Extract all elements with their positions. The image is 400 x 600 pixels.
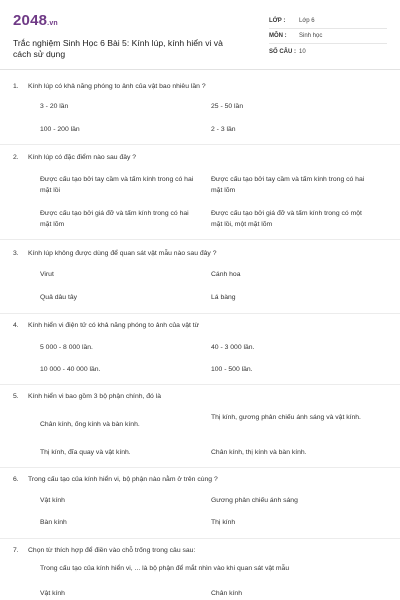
option[interactable]: Thị kính, gương phản chiếu ánh sáng và vật kính. bbox=[211, 414, 361, 421]
question-5 bbox=[13, 392, 387, 401]
question-stem bbox=[13, 321, 387, 330]
logo-text: 2048 bbox=[13, 12, 48, 29]
question-number: 5. bbox=[13, 393, 19, 400]
option[interactable]: Gương phản chiếu ánh sáng bbox=[211, 497, 298, 504]
meta-label: MÔN : bbox=[269, 33, 287, 39]
question-stem bbox=[13, 249, 387, 258]
question-divider bbox=[0, 313, 400, 314]
question-divider bbox=[0, 538, 400, 539]
question-2 bbox=[13, 153, 387, 162]
option[interactable]: Được cấu tạo bởi tay cầm và tấm kính trong có hai mặt lồi bbox=[40, 176, 194, 194]
question-number: 4. bbox=[13, 322, 19, 329]
worksheet-page bbox=[13, 10, 387, 62]
question-number: 2. bbox=[13, 154, 19, 161]
question-text: Trong cấu tạo của kính hiển vi, bộ phận nào nằm ở trên cùng ? bbox=[28, 476, 218, 483]
question-number: 7. bbox=[13, 547, 19, 554]
meta-value: 10 bbox=[299, 48, 306, 55]
question-text: Kính lúp có khả năng phóng to ảnh của vật bao nhiêu lần ? bbox=[28, 83, 206, 90]
question-1 bbox=[13, 82, 387, 91]
option[interactable]: Chân kính, thị kính và bàn kính. bbox=[211, 449, 307, 456]
question-stem bbox=[13, 153, 387, 162]
meta-label: SỐ CÂU : bbox=[269, 48, 296, 55]
meta-table bbox=[269, 14, 387, 62]
option[interactable]: 10 000 - 40 000 lần. bbox=[40, 366, 101, 373]
question-divider bbox=[0, 467, 400, 468]
meta-value: Lớp 6 bbox=[299, 18, 315, 24]
question-number: 1. bbox=[13, 83, 19, 90]
meta-row-count bbox=[269, 44, 387, 59]
option[interactable]: Bàn kính bbox=[40, 519, 67, 526]
option[interactable]: Cánh hoa bbox=[211, 271, 241, 278]
option[interactable]: Quả dâu tây bbox=[40, 294, 78, 301]
option[interactable]: 3 - 20 lần bbox=[40, 103, 69, 110]
question-divider bbox=[0, 384, 400, 385]
meta-row-grade bbox=[269, 14, 387, 29]
question-stem bbox=[13, 475, 387, 484]
question-divider bbox=[0, 144, 400, 145]
question-text: Kính lúp không được dùng để quan sát vật mẫu nào sau đây ? bbox=[28, 250, 217, 257]
option[interactable]: Vật kính bbox=[40, 497, 65, 504]
question-stem bbox=[13, 546, 387, 555]
meta-label: LỚP : bbox=[269, 18, 286, 24]
question-stem bbox=[13, 82, 387, 91]
option[interactable]: Lá bàng bbox=[211, 294, 236, 301]
header-left bbox=[13, 10, 233, 62]
page-title: Trắc nghiệm Sinh Học 6 Bài 5: Kính lúp, kính hiển vi và cách sử dụng bbox=[13, 38, 223, 59]
option[interactable]: 25 - 50 lần bbox=[211, 103, 244, 110]
logo-suffix: .vn bbox=[47, 20, 58, 27]
site-logo[interactable] bbox=[13, 13, 233, 32]
option[interactable]: Vật kính bbox=[40, 590, 65, 597]
option[interactable]: Thị kính, đĩa quay và vật kính. bbox=[40, 449, 131, 456]
option[interactable]: 40 - 3 000 lần. bbox=[211, 344, 255, 351]
question-number: 3. bbox=[13, 250, 19, 257]
question-6 bbox=[13, 475, 387, 484]
question-number: 6. bbox=[13, 476, 19, 483]
question-sentence: Trong cấu tạo của kính hiển vi, ... là bộ phận để mắt nhìn vào khi quan sát vật mẫu bbox=[40, 565, 290, 572]
question-3 bbox=[13, 249, 387, 258]
header-divider bbox=[0, 69, 400, 70]
page-header bbox=[13, 10, 387, 62]
option[interactable]: Chân kính, ống kính và bàn kính. bbox=[40, 421, 140, 428]
option[interactable]: Được cấu tạo bởi giá đỡ và tấm kính trong có hai mặt lõm bbox=[40, 210, 189, 228]
option[interactable]: Được cấu tạo bởi giá đỡ và tấm kính trong có một mặt lồi, một mặt lõm bbox=[211, 210, 362, 228]
question-text: Chọn từ thích hợp để điền vào chỗ trống trong câu sau: bbox=[28, 547, 196, 554]
option[interactable]: Chân kính bbox=[211, 590, 242, 597]
option[interactable]: 100 - 500 lần. bbox=[211, 366, 253, 373]
option[interactable]: 2 - 3 lần bbox=[211, 126, 236, 133]
question-text: Kính hiển vi bao gồm 3 bộ phận chính, đó là bbox=[28, 393, 162, 400]
option[interactable]: 100 - 200 lần bbox=[40, 126, 80, 133]
question-text: Kính hiển vi điện tử có khả năng phóng to ảnh của vật từ bbox=[28, 322, 200, 329]
question-stem bbox=[13, 392, 387, 401]
question-text: Kính lúp có đặc điểm nào sau đây ? bbox=[28, 154, 137, 161]
question-7 bbox=[13, 546, 387, 573]
meta-row-subject bbox=[269, 29, 387, 44]
option[interactable]: Thị kính bbox=[211, 519, 236, 526]
meta-value: Sinh học bbox=[299, 33, 323, 39]
question-divider bbox=[0, 239, 400, 240]
option[interactable]: 5 000 - 8 000 lần. bbox=[40, 344, 93, 351]
option[interactable]: Virut bbox=[40, 271, 54, 278]
option[interactable]: Được cấu tạo bởi tay cầm và tấm kính trong có hai mặt lõm bbox=[211, 176, 365, 194]
question-4 bbox=[13, 321, 387, 330]
